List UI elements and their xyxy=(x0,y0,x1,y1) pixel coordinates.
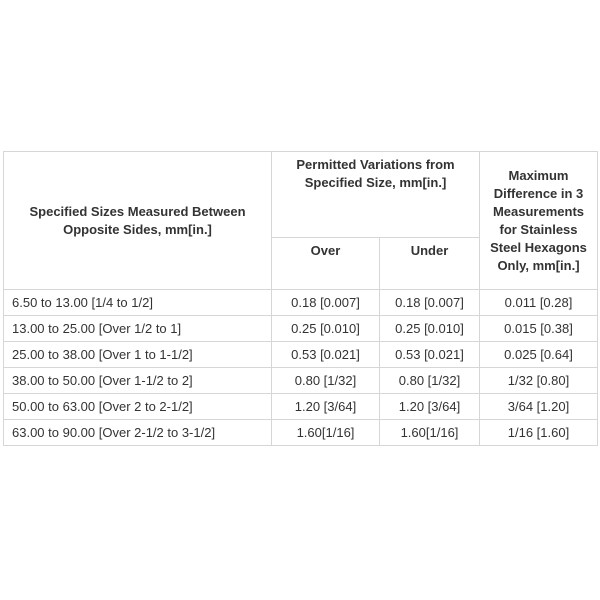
max-difference-cell: 1/16 [1.60] xyxy=(480,420,598,446)
size-cell: 63.00 to 90.00 [Over 2-1/2 to 3-1/2] xyxy=(4,420,272,446)
max-difference-cell: 3/64 [1.20] xyxy=(480,394,598,420)
header-permitted-variations: Permitted Variations from Specified Size, mm[in.] xyxy=(272,152,480,238)
over-cell: 1.20 [3/64] xyxy=(272,394,380,420)
size-cell: 6.50 to 13.00 [1/4 to 1/2] xyxy=(4,290,272,316)
size-cell: 50.00 to 63.00 [Over 2 to 2-1/2] xyxy=(4,394,272,420)
size-cell: 38.00 to 50.00 [Over 1-1/2 to 2] xyxy=(4,368,272,394)
table-row xyxy=(4,420,598,446)
table-row xyxy=(4,394,598,420)
header-over: Over xyxy=(272,238,380,290)
tolerance-table xyxy=(3,151,598,446)
max-difference-cell: 0.011 [0.28] xyxy=(480,290,598,316)
table-row xyxy=(4,342,598,368)
over-cell: 1.60[1/16] xyxy=(272,420,380,446)
max-difference-cell: 0.025 [0.64] xyxy=(480,342,598,368)
over-cell: 0.25 [0.010] xyxy=(272,316,380,342)
size-cell: 13.00 to 25.00 [Over 1/2 to 1] xyxy=(4,316,272,342)
header-under: Under xyxy=(380,238,480,290)
header-specified-sizes: Specified Sizes Measured Between Opposite Sides, mm[in.] xyxy=(4,152,272,290)
table-row xyxy=(4,316,598,342)
table-row xyxy=(4,368,598,394)
over-cell: 0.53 [0.021] xyxy=(272,342,380,368)
max-difference-cell: 1/32 [0.80] xyxy=(480,368,598,394)
over-cell: 0.18 [0.007] xyxy=(272,290,380,316)
under-cell: 0.53 [0.021] xyxy=(380,342,480,368)
size-cell: 25.00 to 38.00 [Over 1 to 1-1/2] xyxy=(4,342,272,368)
under-cell: 0.25 [0.010] xyxy=(380,316,480,342)
tolerance-table-container xyxy=(3,151,597,446)
max-difference-cell: 0.015 [0.38] xyxy=(480,316,598,342)
header-row-top xyxy=(4,152,598,238)
over-cell: 0.80 [1/32] xyxy=(272,368,380,394)
table-row xyxy=(4,290,598,316)
under-cell: 0.80 [1/32] xyxy=(380,368,480,394)
under-cell: 0.18 [0.007] xyxy=(380,290,480,316)
under-cell: 1.20 [3/64] xyxy=(380,394,480,420)
under-cell: 1.60[1/16] xyxy=(380,420,480,446)
header-maximum-difference: Maximum Difference in 3 Measurements for Stainless Steel Hexagons Only, mm[in.] xyxy=(480,152,598,290)
